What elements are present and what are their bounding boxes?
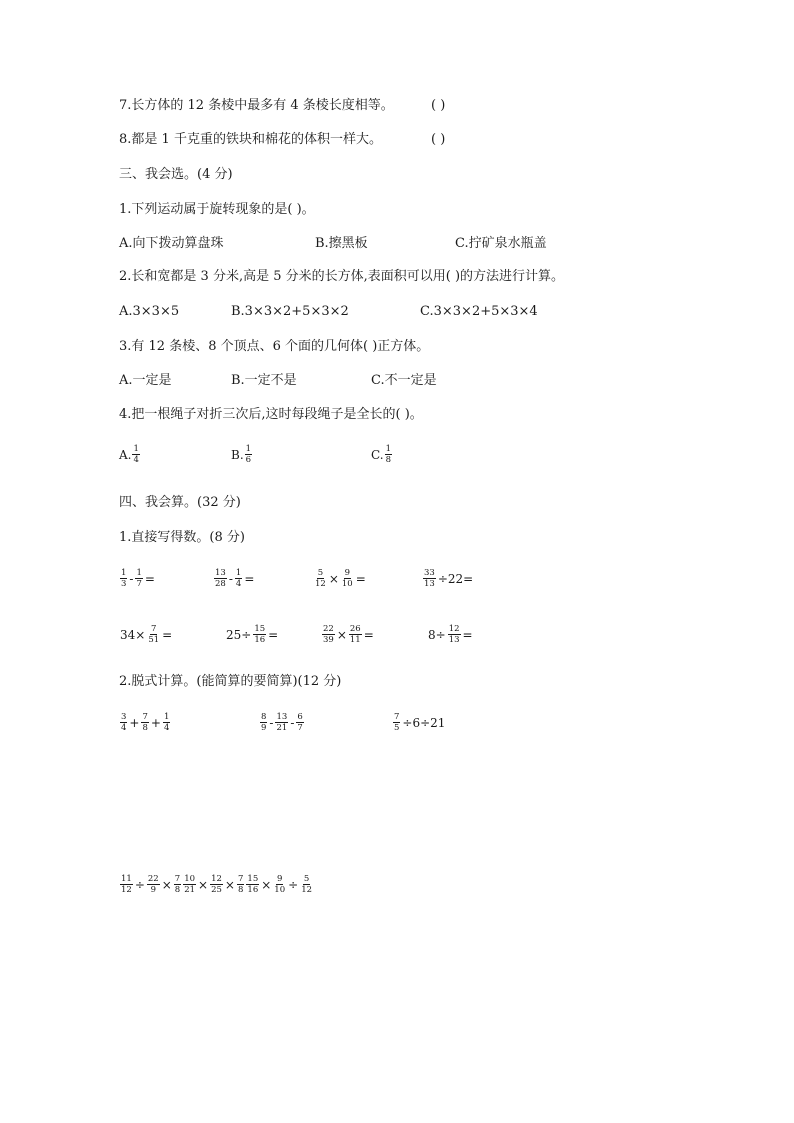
- step-expression: [392, 712, 446, 733]
- fraction: [448, 624, 461, 645]
- fraction: [147, 624, 160, 645]
- numerator: 7: [142, 712, 148, 722]
- denominator: 7: [297, 723, 303, 733]
- fraction: $\frac{1}{6}$: [245, 444, 252, 465]
- fraction: [314, 568, 327, 589]
- step-expression: [119, 874, 314, 895]
- numerator: 13: [276, 712, 288, 722]
- fraction: $\frac{1}{8}$: [385, 444, 391, 465]
- oral-expression: [422, 568, 474, 589]
- choice-q3-option-c[interactable]: C.不一定是: [371, 373, 437, 388]
- numerator: 9: [344, 568, 351, 578]
- choice-question-3: 3.有 12 条棱、8 个顶点、6 个面的几何体( )正方体。: [119, 339, 430, 354]
- denominator: 8: [237, 885, 244, 895]
- numerator: 11: [121, 874, 132, 884]
- denominator: 21: [276, 723, 288, 733]
- numerator: 3: [121, 712, 127, 722]
- fraction: [135, 568, 142, 589]
- fraction: [423, 568, 436, 589]
- step-expression: [119, 712, 171, 733]
- denominator: 12: [301, 885, 313, 895]
- oral-expression: [225, 624, 279, 645]
- fraction: [163, 712, 170, 733]
- choice-q2-option-c[interactable]: C.3×3×2+5×3×4: [420, 304, 538, 319]
- numerator: 15: [247, 874, 259, 884]
- denominator: 8: [142, 723, 148, 733]
- choice-q4-option-b[interactable]: [231, 444, 253, 465]
- fraction: [275, 712, 288, 733]
- numerator: 22: [323, 624, 334, 634]
- choice-question-4: 4.把一根绳子对折三次后,这时每段绳子是全长的( )。: [119, 407, 423, 422]
- numerator: 33: [424, 568, 435, 578]
- operator: -: [269, 715, 274, 730]
- denominator: 7: [136, 579, 142, 589]
- section-3-title: 三、我会选。(4 分): [119, 167, 233, 182]
- fraction: [183, 874, 196, 895]
- operator: =: [244, 571, 255, 586]
- operator: ×: [198, 877, 209, 892]
- operator: =: [162, 627, 173, 642]
- denominator: 8: [174, 885, 181, 895]
- fraction: [273, 874, 286, 895]
- choice-q1-option-b[interactable]: B.擦黑板: [315, 236, 368, 251]
- fraction: [120, 874, 133, 895]
- choice-question-2: 2.长和宽都是 3 分米,高是 5 分米的长方体,表面积可以用( )的方法进行计算。: [119, 269, 565, 284]
- choice-q3-option-a[interactable]: A.一定是: [119, 373, 172, 388]
- denominator: 25: [211, 885, 222, 895]
- operator: +: [150, 715, 161, 730]
- fraction: [349, 624, 362, 645]
- numerator: 13: [215, 568, 226, 578]
- fraction: [260, 712, 267, 733]
- operator: =: [462, 627, 473, 642]
- denominator: 11: [349, 635, 361, 645]
- denominator: 13: [424, 579, 435, 589]
- numerator: 8: [261, 712, 267, 722]
- numerator: 7: [237, 874, 244, 884]
- fraction: [174, 874, 181, 895]
- operator: =: [144, 571, 155, 586]
- denominator: 28: [215, 579, 226, 589]
- denominator: 39: [323, 635, 334, 645]
- numerator: 7: [394, 712, 400, 722]
- operator: ÷: [134, 877, 145, 892]
- judge-item-8: [119, 131, 382, 149]
- operator: ×: [336, 627, 347, 642]
- operator: -: [290, 715, 295, 730]
- oral-expression: [119, 568, 156, 589]
- fraction: [237, 874, 244, 895]
- choice-q1-option-c[interactable]: C.拧矿泉水瓶盖: [455, 236, 547, 251]
- choice-q1-option-a[interactable]: A.向下拨动算盘珠: [119, 236, 224, 251]
- numerator: 22: [147, 874, 159, 884]
- fraction: [120, 712, 127, 733]
- choice-q4-option-a[interactable]: [119, 444, 141, 465]
- section-4-title: 四、我会算。(32 分): [119, 495, 241, 510]
- operator: ×: [161, 877, 172, 892]
- fraction: [253, 624, 266, 645]
- oral-expression: [427, 624, 474, 645]
- numerator: 1: [163, 712, 170, 722]
- oral-expression: [119, 624, 173, 645]
- operator: 25÷: [226, 627, 252, 642]
- judge-item-8-answer-blank[interactable]: ( ): [431, 132, 446, 147]
- judge-item-8-text: 8.都是 1 千克重的铁块和棉花的体积一样大。: [119, 132, 382, 147]
- denominator: 4: [235, 579, 242, 589]
- numerator: 12: [448, 624, 460, 634]
- oral-expression: [213, 568, 255, 589]
- numerator: 5: [303, 874, 310, 884]
- operator: ÷6÷21: [402, 715, 446, 730]
- operator: +: [129, 715, 140, 730]
- step-calc-heading: 2.脱式计算。(能简算的要简算)(12 分): [119, 674, 342, 689]
- denominator: 5: [394, 723, 400, 733]
- numerator: 1: [136, 568, 142, 578]
- operator: -: [129, 571, 134, 586]
- choice-question-1: 1.下列运动属于旋转现象的是( )。: [119, 202, 315, 217]
- fraction: [300, 874, 313, 895]
- operator: -: [228, 571, 233, 586]
- numerator: 7: [174, 874, 181, 884]
- oral-calc-heading: 1.直接写得数。(8 分): [119, 530, 245, 545]
- denominator: 4: [121, 723, 127, 733]
- judge-item-7-text: 7.长方体的 12 条棱中最多有 4 条棱长度相等。: [119, 98, 394, 113]
- fraction: [147, 874, 160, 895]
- operator: ×: [261, 877, 272, 892]
- denominator: 10: [341, 579, 353, 589]
- denominator: 51: [148, 635, 160, 645]
- numerator: 1: [121, 568, 127, 578]
- fraction: [210, 874, 223, 895]
- denominator: 12: [121, 885, 132, 895]
- option-label: A.: [119, 447, 132, 462]
- fraction: [235, 568, 242, 589]
- numerator: 15: [254, 624, 266, 634]
- judge-item-7: [119, 97, 394, 115]
- denominator: 16: [254, 635, 266, 645]
- denominator: 13: [448, 635, 460, 645]
- numerator: 7: [151, 624, 157, 634]
- numerator: 10: [184, 874, 196, 884]
- denominator: 3: [121, 579, 127, 589]
- numerator: 5: [317, 568, 324, 578]
- operator: =: [363, 627, 374, 642]
- fraction: [341, 568, 354, 589]
- fraction: [214, 568, 227, 589]
- choice-q2-option-a[interactable]: A.3×3×5: [119, 304, 180, 319]
- fraction: [296, 712, 303, 733]
- operator: =: [268, 627, 279, 642]
- numerator: 6: [297, 712, 303, 722]
- fraction: [141, 712, 148, 733]
- option-label: B.: [231, 447, 244, 462]
- operator: ×: [224, 877, 235, 892]
- denominator: 9: [150, 885, 157, 895]
- numerator: 12: [211, 874, 222, 884]
- operator: =: [355, 571, 366, 586]
- operator: ×: [328, 571, 339, 586]
- fraction: [322, 624, 335, 645]
- denominator: 21: [184, 885, 196, 895]
- fraction: [120, 568, 127, 589]
- judge-item-7-answer-blank[interactable]: ( ): [431, 98, 446, 113]
- denominator: 16: [247, 885, 259, 895]
- option-label: C.: [371, 447, 384, 462]
- choice-q4-option-c[interactable]: [371, 444, 393, 465]
- denominator: 10: [274, 885, 286, 895]
- fraction: [393, 712, 400, 733]
- step-expression: [259, 712, 305, 733]
- operator: 8÷: [428, 627, 446, 642]
- operator: 34×: [120, 627, 146, 642]
- denominator: 9: [261, 723, 267, 733]
- fraction: [246, 874, 259, 895]
- numerator: 1: [235, 568, 242, 578]
- operator: ÷22=: [437, 571, 474, 586]
- fraction: $\frac{1}{4}$: [133, 444, 139, 465]
- choice-q2-option-b[interactable]: B.3×3×2+5×3×2: [231, 304, 349, 319]
- oral-expression: [313, 568, 367, 589]
- denominator: 4: [163, 723, 170, 733]
- operator: ÷: [288, 877, 299, 892]
- choice-q3-option-b[interactable]: B.一定不是: [231, 373, 297, 388]
- oral-expression: [321, 624, 375, 645]
- numerator: 26: [349, 624, 361, 634]
- numerator: 9: [277, 874, 283, 884]
- denominator: 12: [315, 579, 326, 589]
